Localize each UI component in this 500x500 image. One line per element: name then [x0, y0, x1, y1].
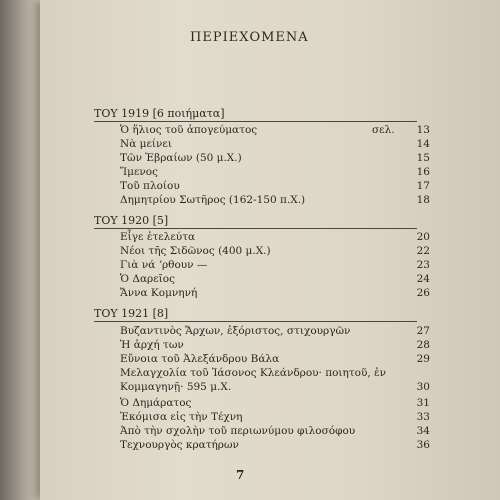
toc-entry-page: 26 — [416, 287, 430, 299]
toc-entry-page: 13 — [416, 124, 430, 136]
toc-entry — [120, 123, 430, 137]
toc-entry — [120, 338, 430, 352]
toc-entry-page: 36 — [416, 439, 430, 451]
toc-entry-title: Νέοι τῆς Σιδῶνος (400 μ.Χ.) — [120, 245, 271, 257]
toc-entry — [120, 179, 430, 193]
toc-entry-title: Ἀπὸ τὴν σχολὴν τοῦ περιωνύμου φιλοσόφου — [120, 425, 356, 437]
toc-entry-page: 15 — [416, 152, 430, 164]
toc-entry — [120, 396, 430, 410]
toc-entry-page: 31 — [416, 397, 430, 409]
toc-entry-title: Ὁ ἥλιος τοῦ ἀπογεύματος — [120, 124, 258, 136]
toc-entry — [120, 137, 430, 151]
toc-entry-page: 22 — [416, 245, 430, 257]
toc-entry — [120, 193, 430, 207]
toc-entry-page: 30 — [416, 381, 430, 393]
toc-entry-page: 33 — [416, 411, 430, 423]
toc-entry-title: Μελαγχολία τοῦ Ἰάσονος Κλεάνδρου· ποιητοῦ, ἐν — [120, 367, 387, 379]
section-rule-1921 — [94, 321, 417, 322]
toc-entry-page: 28 — [416, 339, 430, 351]
book-page — [40, 0, 500, 500]
toc-entry — [120, 366, 430, 380]
toc-entry-page: 17 — [416, 180, 430, 192]
toc-entry-page: 34 — [416, 425, 430, 437]
toc-entry — [120, 244, 430, 258]
toc-entry-title: Νὰ μείνει — [120, 138, 172, 150]
toc-entry-page: 18 — [416, 194, 430, 206]
toc-entry — [120, 286, 430, 300]
contents-heading: ΠΕΡΙΕΧΟΜΕΝΑ — [190, 30, 309, 45]
page-number: 7 — [236, 468, 245, 482]
toc-entry-title: Ἐκόμισα εἰς τὴν Τέχνη — [120, 411, 243, 423]
toc-entry — [120, 230, 430, 244]
toc-entry-title: Δημητρίου Σωτῆρος (162-150 π.Χ.) — [120, 194, 306, 206]
toc-entry-page: 24 — [416, 273, 430, 285]
page-abbrev-label: σελ. — [372, 124, 395, 136]
toc-entry — [120, 438, 430, 452]
toc-entry-title: Τοῦ πλοίου — [120, 180, 180, 192]
toc-entry-title: Βυζαντινὸς Ἄρχων, ἐξόριστος, στιχουργῶν — [120, 325, 351, 337]
toc-entry-title: Ἄννα Κομνηνή — [120, 287, 198, 299]
toc-entry — [120, 272, 430, 286]
section-title-1919: ΤΟΥ 1919 [6 ποιήματα] — [94, 107, 225, 120]
toc-entry-page: 14 — [416, 138, 430, 150]
toc-entry-page: 23 — [416, 259, 430, 271]
toc-entry-page: 29 — [416, 353, 430, 365]
toc-entry-title: Κομμαγηνῇ· 595 μ.Χ. — [120, 381, 232, 393]
toc-entry — [120, 165, 430, 179]
section-rule-1919 — [94, 121, 417, 122]
toc-entry-title: Εἶγε ἐτελεύτα — [120, 231, 196, 243]
toc-entry — [120, 151, 430, 165]
toc-entry — [120, 424, 430, 438]
toc-entry — [120, 324, 430, 338]
section-title-1920: ΤΟΥ 1920 [5] — [94, 214, 169, 227]
toc-entry-page: 16 — [416, 166, 430, 178]
toc-entry-page: 20 — [416, 231, 430, 243]
toc-entry — [120, 258, 430, 272]
section-rule-1920 — [94, 228, 417, 229]
toc-entry-title: Τῶν Ἑβραίων (50 μ.Χ.) — [120, 152, 242, 164]
toc-entry-title: Γιὰ νά ʼρθουν — — [120, 259, 208, 271]
toc-entry-page: 27 — [416, 325, 430, 337]
toc-entry — [120, 380, 430, 394]
toc-entry-title: Εὔνοια τοῦ Ἀλεξάνδρου Βάλα — [120, 353, 280, 365]
toc-entry-title: Ἴμενος — [120, 166, 158, 178]
toc-entry-title: Ἡ ἀρχή των — [120, 339, 184, 351]
toc-entry-title: Ὁ Δημάρατος — [120, 397, 192, 409]
toc-entry — [120, 352, 430, 366]
toc-entry — [120, 410, 430, 424]
toc-entry-title: Τεχνουργὸς κρατήρων — [120, 439, 239, 451]
section-title-1921: ΤΟΥ 1921 [8] — [94, 307, 169, 320]
toc-entry-title: Ὁ Δαρεῖος — [120, 273, 175, 285]
